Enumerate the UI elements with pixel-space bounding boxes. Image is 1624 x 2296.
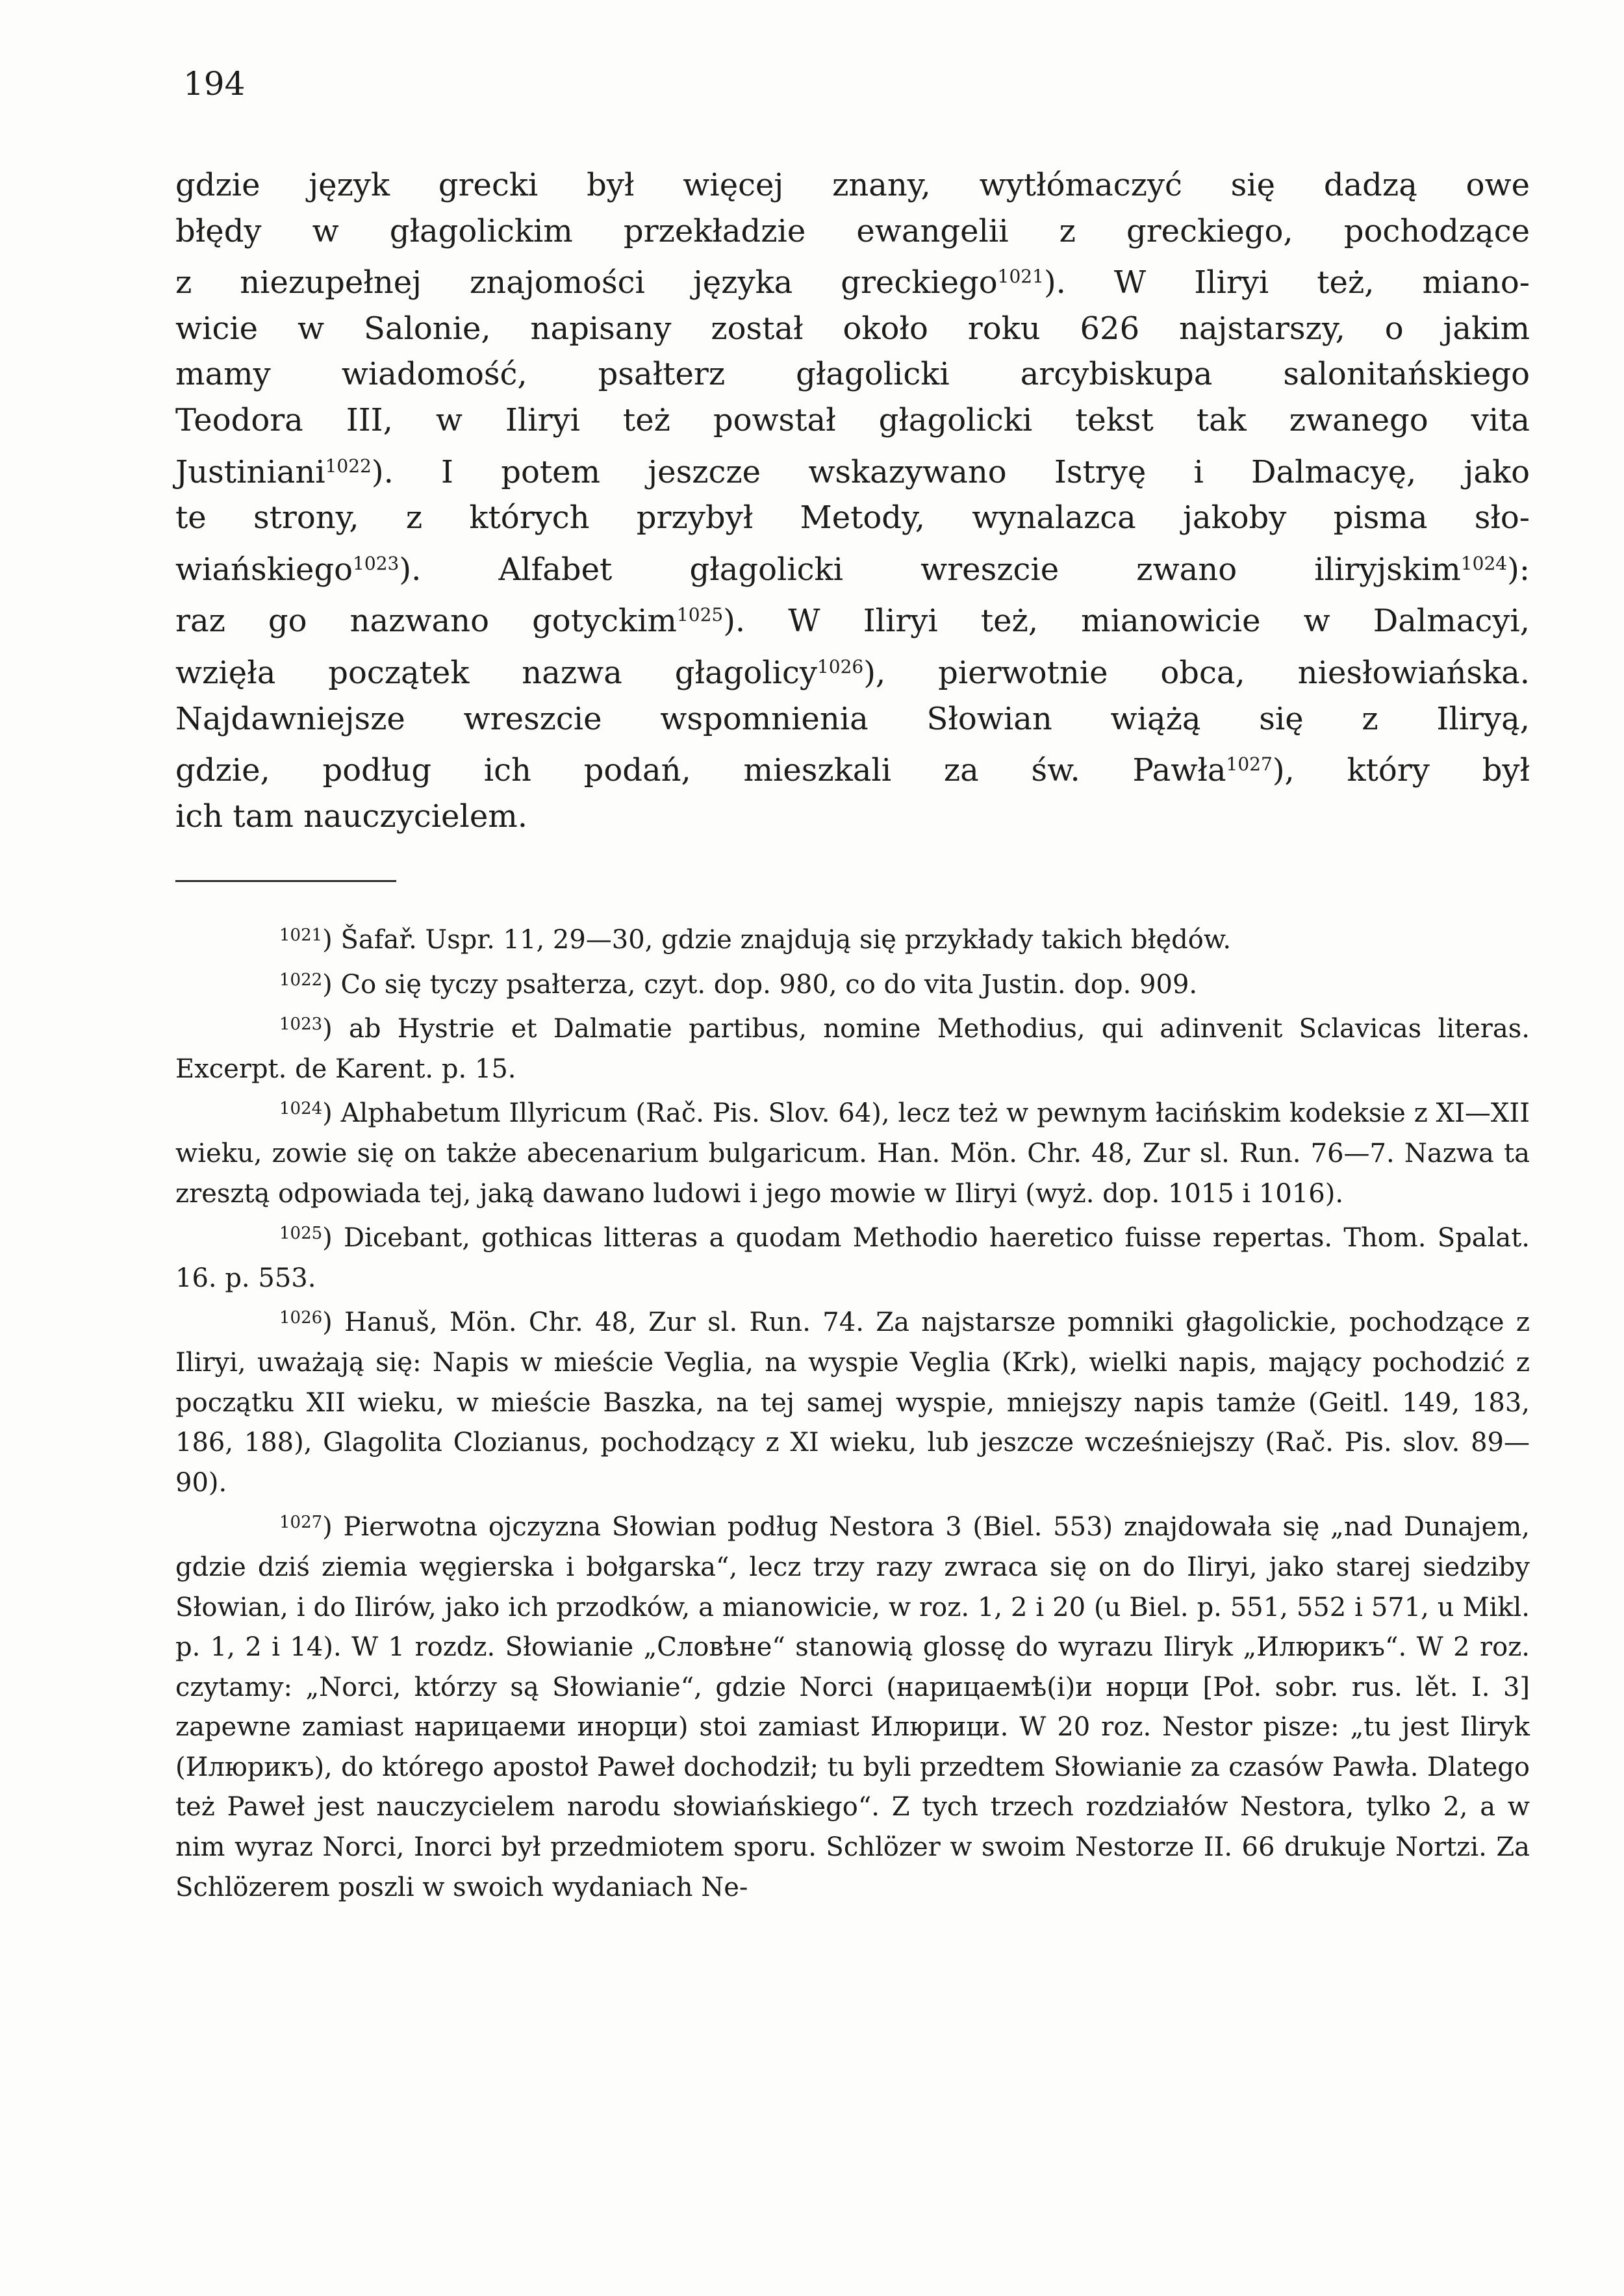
text-line: ich tam nauczycielem. (175, 798, 527, 835)
footnote-ref: 1022 (325, 455, 372, 477)
footnote-number: 1025 (279, 1224, 323, 1244)
footnote-ref: 1023 (353, 552, 400, 574)
text-line: Justiniani$^{1022}$). I potem jeszcze wskazywano Istryę i Dalmacyę, jako (175, 453, 1530, 490)
text-line: z niezupełnej znajomości języka greckiego$^{1021}$). W Iliryi też, miano- (175, 264, 1530, 301)
main-text (175, 162, 1530, 839)
footnote: $^{1025}$) Dicebant, gothicas litteras a quodam Methodio haeretico fuisse repertas. Thom. Spalat. 16. p. 553. (175, 1223, 1530, 1293)
text-line: wzięła początek nazwa głagolicy$^{1026}$), pierwotnie obca, niesłowiańska. (175, 654, 1530, 691)
footnote-ref: 1027 (1226, 753, 1273, 776)
footnote: $^{1026}$) Hanuš, Mön. Chr. 48, Zur sl. Run. 74. Za najstarsze pomniki głagolickie, pochodzące z Iliryi, uważają się: Napis w mieście Veglia, na wyspie Veglia (Krk), wielki napis, mający pochodzić z początku XII wieku, w mieście Baszka, na tej samej wyspie, mniejszy napis tamże (Geitl. 149, 183, 186, 188), Glagolita Clozianus, pochodzący z XI wieku, lub jeszcze wcześniejszy (Rač. Pis. slov. 89—90). (175, 1307, 1530, 1498)
footnote-number: 1021 (279, 926, 323, 945)
text-line: Najdawniejsze wreszcie wspomnienia Słowian wiążą się z Iliryą, (175, 700, 1530, 737)
footnote-ref: 1025 (676, 604, 724, 626)
footnote-separator (175, 880, 396, 882)
text-line: błędy w głagolickim przekładzie ewangelii z greckiego, pochodzące (175, 212, 1530, 249)
text-line: mamy wiadomość, psałterz głagolicki arcybiskupa salonitańskiego (175, 356, 1530, 393)
footnotes (175, 916, 1530, 1908)
footnote-ref: 1024 (1460, 552, 1508, 574)
text-line: wiańskiego$^{1023}$). Alfabet głagolicki wreszcie zwano iliryjskim$^{1024}$): (175, 551, 1530, 588)
footnote-ref: 1021 (997, 266, 1044, 288)
footnote-number: 1027 (279, 1513, 323, 1533)
text-line: wicie w Salonie, napisany został około roku 626 najstarszy, o jakim (175, 310, 1530, 347)
footnote-number: 1023 (279, 1015, 323, 1035)
footnote: $^{1023}$) ab Hystrie et Dalmatie partibus, nomine Methodius, qui adinvenit Sclavicas literas. Excerpt. de Karent. p. 15. (175, 1014, 1530, 1084)
footnote-number: 1024 (279, 1099, 323, 1119)
footnote-ref: 1026 (817, 655, 864, 677)
text-line: gdzie, podług ich podań, mieszkali za św. Pawła$^{1027}$), który był (175, 752, 1530, 789)
footnote-number: 1026 (279, 1308, 323, 1328)
text-line: raz go nazwano gotyckim$^{1025}$). W Iliryi też, mianowicie w Dalmacyi, (175, 603, 1530, 640)
footnote-number: 1022 (279, 970, 323, 990)
footnote: $^{1022}$) Co się tyczy psałterza, czyt. dop. 980, co do vita Justin. dop. 909. (279, 969, 1198, 1000)
footnote: $^{1021}$) Šafař. Uspr. 11, 29—30, gdzie znajdują się przykłady takich błędów. (279, 925, 1232, 955)
page-number: 194 (183, 65, 246, 103)
footnote: $^{1027}$) Pierwotna ojczyzna Słowian podług Nestora 3 (Biel. 553) znajdowała się „nad Dunajem, gdzie dziś ziemia węgierska i bołgarska“, lecz trzy razy zwraca się on do Iliryi, jako starej siedziby Słowian, i do Ilirów, jako ich przodków, a mianowicie, w roz. 1, 2 i 20 (u Biel. p. 551, 552 i 571, u Mikl. p. 1, 2 i 14). W 1 rozdz. Słowianie „Словѣне“ stanowią glossę do wyrazu Iliryk „Илюрикъ“. W 2 roz. czytamy: „Norci, którzy są Słowianie“, gdzie Norci (нарицаемѣ(i)и норци [Poł. sobr. rus. lět. I. 3] zapewne zamiast нарицаеми инорци) stoi zamiast Илюрици. W 20 roz. Nestor pisze: „tu jest Iliryk (Илюрикъ), do którego apostoł Paweł dochodził; tu byli przedtem Słowianie za czasów Pawła. Dlatego też Paweł jest nauczycielem narodu słowiańskiego“. Z tych trzech rozdziałów Nestora, tylko 2, a w nim wyraz Norci, Inorci był przedmiotem sporu. Schlözer w swoim Nestorze II. 66 drukuje Nortzi. Za Schlözerem poszli w swoich wydaniach Ne- (175, 1512, 1530, 1902)
text-line: Teodora III, w Iliryi też powstał głagolicki tekst tak zwanego vita (175, 401, 1530, 438)
footnote: $^{1024}$) Alphabetum Illyricum (Rač. Pis. Slov. 64), lecz też w pewnym łacińskim kodeksie z XI—XII wieku, zowie się on także abecenarium bulgaricum. Han. Mön. Chr. 48, Zur sl. Run. 76—7. Nazwa ta zresztą odpowiada tej, jaką dawano ludowi i jego mowie w Iliryi (wyż. dop. 1015 i 1016). (175, 1098, 1530, 1209)
text-line: gdzie język grecki był więcej znany, wytłómaczyć się dadzą owe (175, 167, 1530, 203)
text-line: te strony, z których przybył Metody, wynalazca jakoby pisma sło- (175, 499, 1530, 536)
